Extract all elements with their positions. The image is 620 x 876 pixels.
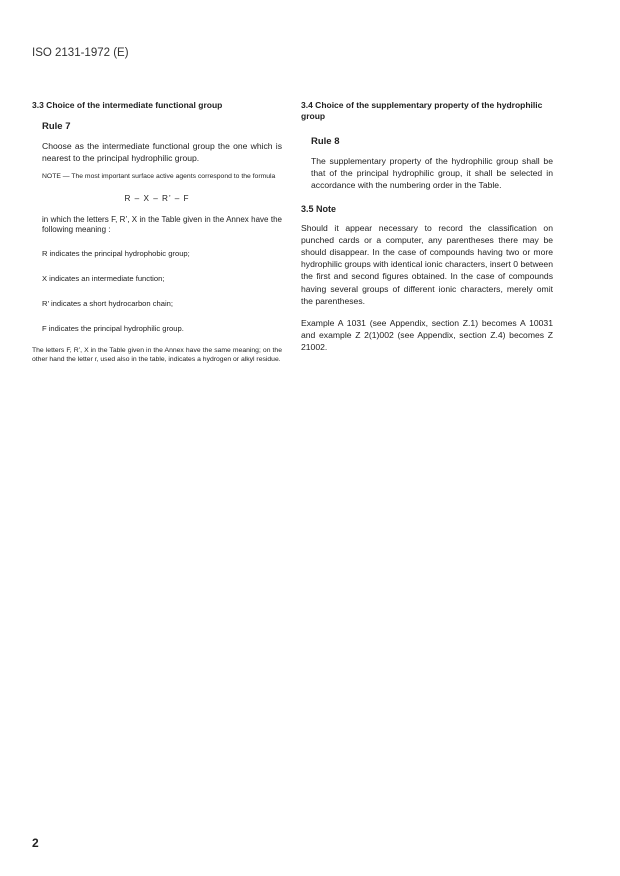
document-id: ISO 2131-1972 (E) xyxy=(32,47,129,59)
closing-paragraph: The letters F, R’, X in the Table given in the Annex have the same meaning; on the other hand the letter r, used also in the table, indicates a hydrogen or alkyl residue. xyxy=(32,346,282,364)
rule-7-label: Rule 7 xyxy=(42,121,71,132)
example-paragraph: Example A 1031 (see Appendix, section Z.1) becomes A 10031 and example Z 2(1)002 (see Appendix, section Z.4) becomes Z 21002. xyxy=(301,318,553,353)
left-column xyxy=(32,100,282,373)
section-3-5-title: 3.5 Note xyxy=(301,203,337,214)
definition-item: F indicates the principal hydrophilic group. xyxy=(42,323,184,333)
page-number: 2 xyxy=(32,836,39,850)
formula-intro: in which the letters F, R’, X in the Table given in the Annex have the following meaning : xyxy=(42,214,282,234)
rule-8-text: The supplementary property of the hydrophilic group shall be that of the principal hydrophilic group, it shall be selected in accordance with the numbering order in the Table. xyxy=(311,156,553,191)
formula: R – X – R’ – F xyxy=(124,193,190,203)
definition-item: R’ indicates a short hydrocarbon chain; xyxy=(42,298,173,308)
note-text: NOTE — The most important surface active agents correspond to the formula xyxy=(42,173,276,181)
rule-7-text: Choose as the intermediate functional group the one which is nearest to the principal hydrophilic group. xyxy=(42,141,282,164)
definition-item: X indicates an intermediate function; xyxy=(42,273,165,283)
note-paragraph: Should it appear necessary to record the classification on punched cards or a computer, any parentheses there may be should disappear. In the case of compounds having two or more hydrophilic groups with identical ionic characters, insert 0 between the first and second figures obtained. In the case of compounds having several groups of different ionic characters, merely omit the parentheses. xyxy=(301,222,553,306)
section-3-4-title: 3.4 Choice of the supplementary property of the hydrophilic group xyxy=(301,100,543,121)
rule-8-label: Rule 8 xyxy=(311,136,340,147)
section-3-3-title: 3.3 Choice of the intermediate functional group xyxy=(32,100,223,110)
definition-item: R indicates the principal hydrophobic group; xyxy=(42,248,190,258)
right-column xyxy=(301,100,553,364)
